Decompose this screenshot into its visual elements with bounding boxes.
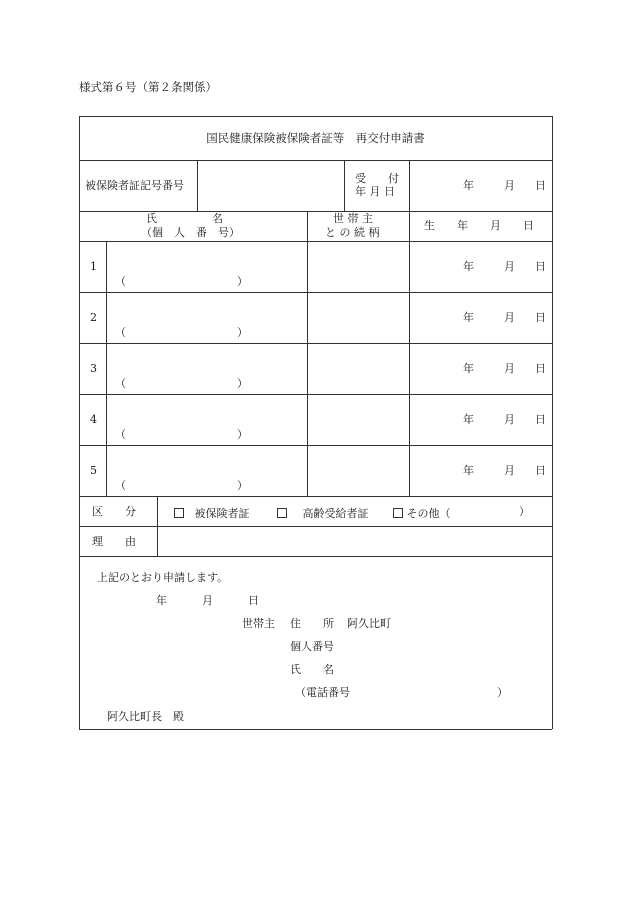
- insured-number-label: 被保険者証記号番号: [85, 179, 184, 192]
- category-option-elderly-card[interactable]: [277, 505, 369, 519]
- col-relation-header-line1: 世 帯 主: [333, 212, 373, 225]
- personal-number-paren-open: （: [115, 275, 126, 288]
- col-name-header-line1: 氏 名: [146, 212, 223, 225]
- receipt-day-unit: 日: [535, 179, 546, 192]
- birth-year-unit: 年: [463, 362, 474, 375]
- receipt-date-field[interactable]: [410, 161, 551, 210]
- rule-row5-bottom: [79, 496, 552, 497]
- table-row: [79, 292, 552, 343]
- frame-bottom: [79, 729, 552, 730]
- name-field[interactable]: [107, 344, 307, 393]
- birth-date-field[interactable]: [410, 344, 551, 393]
- rule-reason-bottom: [79, 556, 552, 557]
- rule-insured-value-right: [344, 160, 345, 211]
- table-row: [79, 241, 552, 292]
- col-name-header-line2: （個 人 番 号）: [141, 226, 240, 239]
- birth-month-unit: 月: [504, 464, 515, 477]
- receipt-month-unit: 月: [504, 179, 515, 192]
- application-day-unit: 日: [248, 594, 259, 607]
- name-field[interactable]: [107, 242, 307, 291]
- frame-right: [552, 116, 553, 729]
- birth-day-unit: 日: [535, 413, 546, 426]
- relation-field[interactable]: [308, 293, 409, 342]
- birth-date-field[interactable]: [410, 242, 551, 291]
- birth-day-unit: 日: [535, 260, 546, 273]
- receipt-date-label-line1: 受 付: [355, 172, 399, 185]
- birth-date-field[interactable]: [410, 395, 551, 444]
- col-birth-header: 生 年 月 日: [424, 219, 534, 232]
- relation-field[interactable]: [308, 242, 409, 291]
- address-field[interactable]: [395, 614, 545, 632]
- form-label: 様式第６号（第２条関係）: [79, 80, 217, 94]
- form-title: 国民健康保険被保険者証等 再交付申請書: [206, 131, 425, 145]
- insured-number-field[interactable]: [198, 161, 343, 210]
- addressee: 阿久比町長 殿: [107, 710, 184, 723]
- birth-month-unit: 月: [504, 311, 515, 324]
- phone-field[interactable]: [358, 683, 496, 701]
- application-month-unit: 月: [202, 594, 213, 607]
- personal-number-paren-close: ）: [237, 428, 248, 441]
- personal-number-field[interactable]: [345, 637, 545, 655]
- table-row: [79, 343, 552, 394]
- personal-number-paren-open: （: [115, 428, 126, 441]
- birth-year-unit: 年: [463, 260, 474, 273]
- name-field[interactable]: [107, 395, 307, 444]
- application-date-field[interactable]: [150, 590, 270, 608]
- birth-year-unit: 年: [463, 464, 474, 477]
- receipt-year-unit: 年: [463, 179, 474, 192]
- personal-number-paren-close: ）: [237, 479, 248, 492]
- application-year-unit: 年: [156, 594, 167, 607]
- birth-month-unit: 月: [504, 413, 515, 426]
- applicant-name-label: 氏 名: [290, 663, 334, 676]
- table-row: [79, 445, 552, 496]
- relation-field[interactable]: [308, 446, 409, 495]
- birth-day-unit: 日: [535, 362, 546, 375]
- row-number: 3: [90, 362, 97, 375]
- category-option-other[interactable]: [393, 505, 451, 519]
- col-relation-header-line2: と の 続 柄: [325, 226, 380, 239]
- personal-number-paren-close: ）: [237, 377, 248, 390]
- personal-number-paren-close: ）: [237, 326, 248, 339]
- category-option-label: 高齢受給者証: [302, 507, 369, 520]
- checkbox-icon[interactable]: [393, 508, 403, 518]
- birth-date-field[interactable]: [410, 446, 551, 495]
- householder-label: 世帯主: [242, 617, 275, 630]
- personal-number-paren-open: （: [115, 326, 126, 339]
- category-option-label: その他（: [406, 507, 451, 520]
- birth-day-unit: 日: [535, 311, 546, 324]
- checkbox-icon[interactable]: [174, 508, 184, 518]
- reason-field[interactable]: [158, 527, 551, 555]
- row-number: 5: [90, 464, 97, 477]
- row-number: 4: [90, 413, 97, 426]
- category-other-field[interactable]: [455, 499, 519, 523]
- personal-number-label: 個人番号: [290, 640, 334, 653]
- birth-year-unit: 年: [463, 311, 474, 324]
- name-field[interactable]: [107, 446, 307, 495]
- category-option-label: 被保険者証: [194, 507, 250, 520]
- table-row: [79, 394, 552, 445]
- personal-number-paren-open: （: [115, 479, 126, 492]
- personal-number-paren-close: ）: [237, 275, 248, 288]
- category-other-paren-close: ）: [519, 505, 530, 518]
- phone-label: （電話番号: [295, 686, 350, 699]
- birth-year-unit: 年: [463, 413, 474, 426]
- birth-month-unit: 月: [504, 260, 515, 273]
- name-field[interactable]: [107, 293, 307, 342]
- row-number: 1: [90, 260, 97, 273]
- reason-label: 理 由: [92, 535, 136, 548]
- checkbox-icon[interactable]: [277, 508, 287, 518]
- personal-number-paren-open: （: [115, 377, 126, 390]
- phone-paren-close: ）: [497, 686, 508, 699]
- statement-text: 上記のとおり申請します。: [97, 571, 229, 584]
- category-option-insured-card[interactable]: [174, 505, 250, 519]
- applicant-name-field[interactable]: [345, 660, 545, 678]
- birth-month-unit: 月: [504, 362, 515, 375]
- address-label: 住 所: [290, 617, 334, 630]
- address-value: 阿久比町: [347, 617, 391, 630]
- birth-day-unit: 日: [535, 464, 546, 477]
- receipt-date-label-line2: 年 月 日: [355, 185, 395, 198]
- birth-date-field[interactable]: [410, 293, 551, 342]
- row-number: 2: [90, 311, 97, 324]
- frame-top: [79, 116, 552, 117]
- category-label: 区 分: [92, 505, 136, 518]
- relation-field[interactable]: [308, 344, 409, 393]
- relation-field[interactable]: [308, 395, 409, 444]
